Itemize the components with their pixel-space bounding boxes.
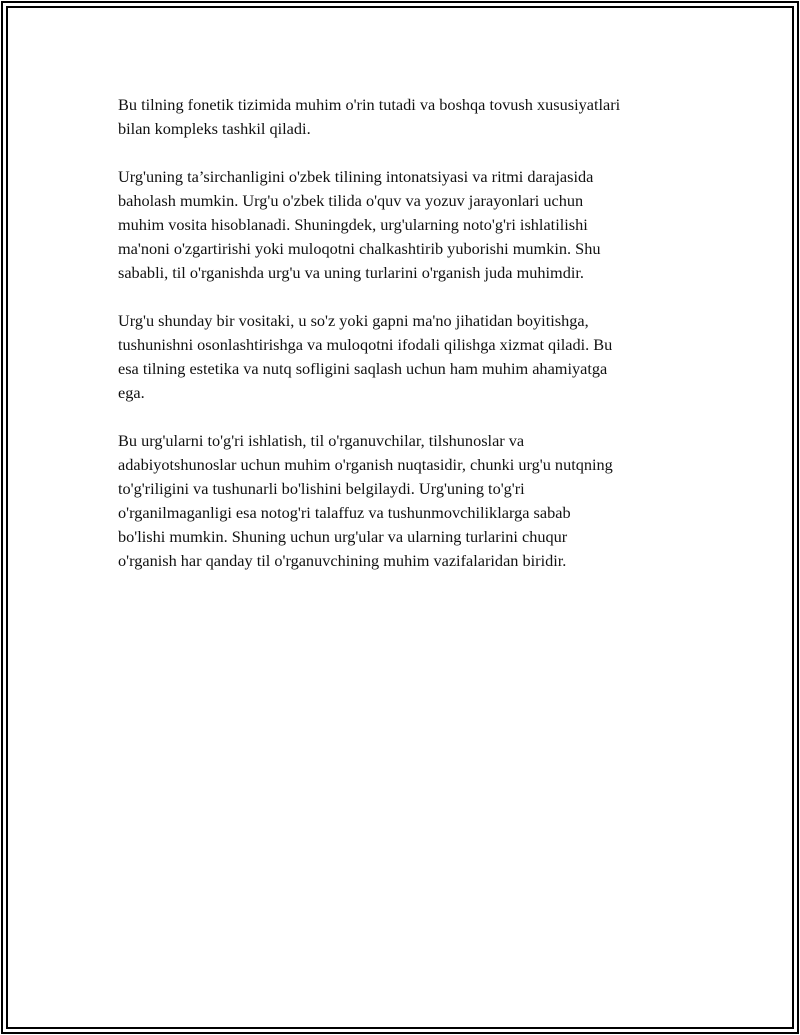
paragraph-line: esa tilning estetika va nutq sofligini saqlash uchun ham muhim ahamiyatga [118,359,608,378]
paragraph-line: tushunishni osonlashtirishga va muloqotni ifodali qilishga xizmat qiladi. Bu [118,335,613,354]
paragraph-3 [118,309,698,405]
paragraph-line: Bu tilning fonetik tizimida muhim o'rin tutadi va boshqa tovush xususiyatlari [118,95,621,114]
paragraph-4 [118,429,698,573]
paragraph-line: Urg'uning ta’sirchanligini o'zbek tilining intonatsiyasi va ritmi darajasida [118,167,594,186]
paragraph-line: muhim vosita hisoblanadi. Shuningdek, urg'ularning noto'g'ri ishlatilishi [118,215,588,234]
paragraph-line: sababli, til o'rganishda urg'u va uning turlarini o'rganish juda muhimdir. [118,263,584,282]
document-body [118,93,698,597]
paragraph-line: Bu urg'ularni to'g'ri ishlatish, til o'rganuvchilar, tilshunoslar va [118,431,525,450]
paragraph-line: adabiyotshunoslar uchun muhim o'rganish nuqtasidir, chunki urg'u nutqning [118,455,613,474]
paragraph-line: bilan kompleks tashkil qiladi. [118,119,311,138]
paragraph-line: o'rganish har qanday til o'rganuvchining muhim vazifalaridan biridir. [118,551,567,570]
paragraph-line: ma'noni o'zgartirishi yoki muloqotni chalkashtirib yuborishi mumkin. Shu [118,239,601,258]
paragraph-line: to'g'riligini va tushunarli bo'lishini belgilaydi. Urg'uning to'g'ri [118,479,525,498]
paragraph-1 [118,93,698,141]
paragraph-line: ega. [118,383,145,402]
paragraph-line: bo'lishi mumkin. Shuning uchun urg'ular va ularning turlarini chuqur [118,527,568,546]
paragraph-line: o'rganilmaganligi esa notog'ri talaffuz va tushunmovchiliklarga sabab [118,503,571,522]
paragraph-line: baholash mumkin. Urg'u o'zbek tilida o'quv va yozuv jarayonlari uchun [118,191,584,210]
paragraph-2 [118,165,698,285]
paragraph-line: Urg'u shunday bir vositaki, u so'z yoki gapni ma'no jihatidan boyitishga, [118,311,589,330]
